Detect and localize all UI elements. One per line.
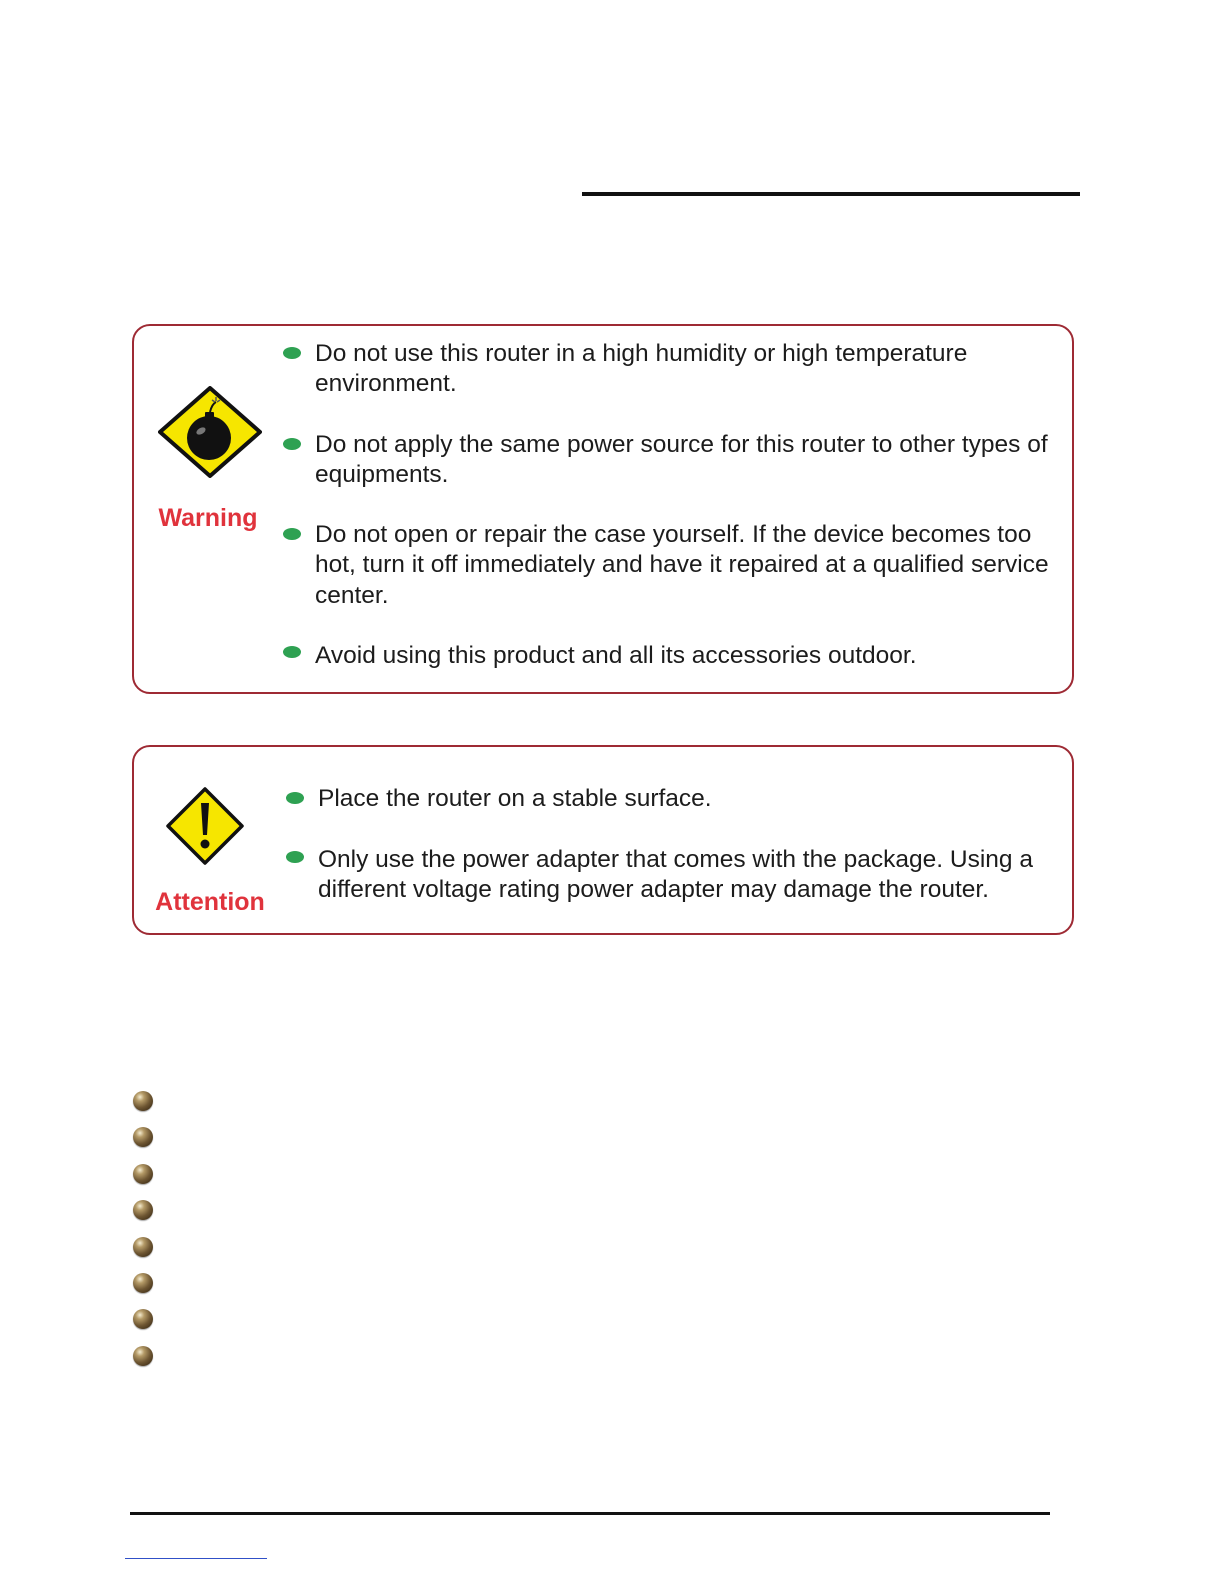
exclamation-warning-icon [166,787,244,870]
footer-rule [130,1512,1050,1515]
footer-link-underline [125,1558,267,1559]
warning-item-3-line-3: center. [315,581,389,609]
warning-item-1-line-2: environment. [315,370,457,398]
warning-item-3-line-1: Do not open or repair the case yourself. If the device becomes too [315,521,1032,548]
bronze-ball-bullet-icon [133,1091,153,1111]
green-bullet-icon [286,851,304,863]
bronze-ball-bullet-icon [133,1164,153,1184]
header-rule [582,192,1080,196]
bronze-ball-bullet-icon [133,1273,153,1293]
attention-item-2-line-2: different voltage rating power adapter may damage the router. [318,876,989,904]
green-bullet-icon [283,347,301,359]
warning-item-4-line-1: Avoid using this product and all its accessories outdoor. [315,642,917,669]
bronze-ball-bullet-icon [133,1346,153,1366]
green-bullet-icon [283,646,301,658]
attention-item-1-line-1: Place the router on a stable surface. [318,785,712,812]
warning-box [132,324,1074,694]
green-bullet-icon [283,528,301,540]
attention-box [132,745,1074,935]
green-bullet-icon [283,438,301,450]
green-bullet-icon [286,792,304,804]
warning-item-2-line-2: equipments. [315,461,449,489]
bronze-ball-bullet-icon [133,1127,153,1147]
bomb-warning-icon [158,386,262,483]
attention-label: Attention [155,888,265,916]
attention-item-2-line-1: Only use the power adapter that comes with the package. Using a [318,846,1033,873]
warning-item-2-line-1: Do not apply the same power source for this router to other types of [315,431,1048,458]
bronze-ball-bullet-icon [133,1309,153,1329]
bronze-ball-bullet-icon [133,1200,153,1220]
warning-label: Warning [158,504,258,532]
warning-item-1-line-1: Do not use this router in a high humidity or high temperature [315,340,968,367]
bronze-ball-bullet-icon [133,1237,153,1257]
warning-item-3-line-2: hot, turn it off immediately and have it repaired at a qualified service [315,551,1049,579]
